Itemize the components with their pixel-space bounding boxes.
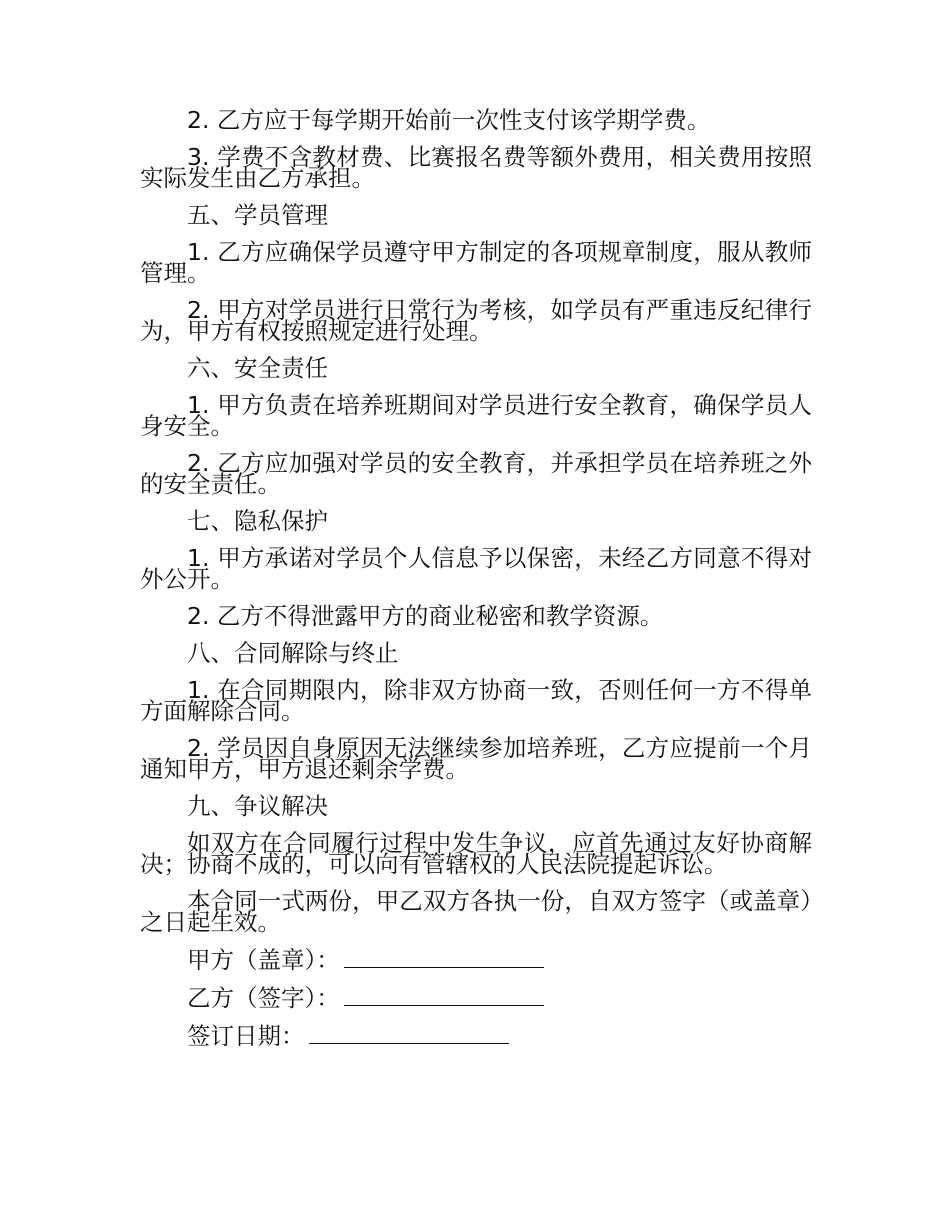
termination-clause-1: 1. 在合同期限内，除非双方协商一致，否则任何一方不得单方面解除合同。	[140, 676, 812, 725]
termination-clause-2: 2. 学员因自身原因无法继续参加培养班，乙方应提前一个月通知甲方，甲方退还剩余学费。	[140, 734, 812, 783]
dispute-clause: 如双方在合同履行过程中发生争议，应首先通过友好协商解决；协商不成的，可以向有管辖权的人民法院提起诉讼。	[140, 829, 812, 878]
privacy-clause-2: 2. 乙方不得泄露甲方的商业秘密和教学资源。	[187, 602, 664, 630]
party-b-label: 乙方（签字）：	[187, 984, 340, 1012]
safety-clause-1: 1. 甲方负责在培养班期间对学员进行安全教育，确保学员人身安全。	[140, 391, 812, 440]
sign-date-blank	[309, 1025, 509, 1044]
payment-clause-2: 2. 乙方应于每学期开始前一次性支付该学期学费。	[187, 106, 711, 134]
party-a-blank	[344, 949, 544, 968]
management-clause-1: 1. 乙方应确保学员遵守甲方制定的各项规章制度，服从教师管理。	[140, 238, 812, 287]
section-heading-privacy: 七、隐私保护	[187, 507, 328, 535]
section-heading-termination: 八、合同解除与终止	[187, 639, 399, 667]
party-b-signature-line	[140, 980, 812, 1018]
party-b-blank	[344, 987, 544, 1006]
sign-date-line	[140, 1018, 812, 1056]
section-heading-student-management: 五、学员管理	[187, 201, 328, 229]
management-clause-2: 2. 甲方对学员进行日常行为考核，如学员有严重违反纪律行为，甲方有权按照规定进行处理。	[140, 296, 812, 345]
party-a-label: 甲方（盖章）：	[187, 946, 340, 974]
contract-body	[140, 103, 812, 1056]
privacy-clause-1: 1. 甲方承诺对学员个人信息予以保密，未经乙方同意不得对外公开。	[140, 544, 812, 593]
section-heading-safety: 六、安全责任	[187, 354, 328, 382]
party-a-signature-line	[140, 942, 812, 980]
payment-clause-3: 3. 学费不含教材费、比赛报名费等额外费用，相关费用按照实际发生由乙方承担。	[140, 143, 812, 192]
section-heading-dispute: 九、争议解决	[187, 792, 328, 820]
effectiveness-clause: 本合同一式两份，甲乙双方各执一份，自双方签字（或盖章）之日起生效。	[140, 887, 812, 936]
sign-date-label: 签订日期：	[187, 1022, 305, 1050]
safety-clause-2: 2. 乙方应加强对学员的安全教育，并承担学员在培养班之外的安全责任。	[140, 449, 812, 498]
